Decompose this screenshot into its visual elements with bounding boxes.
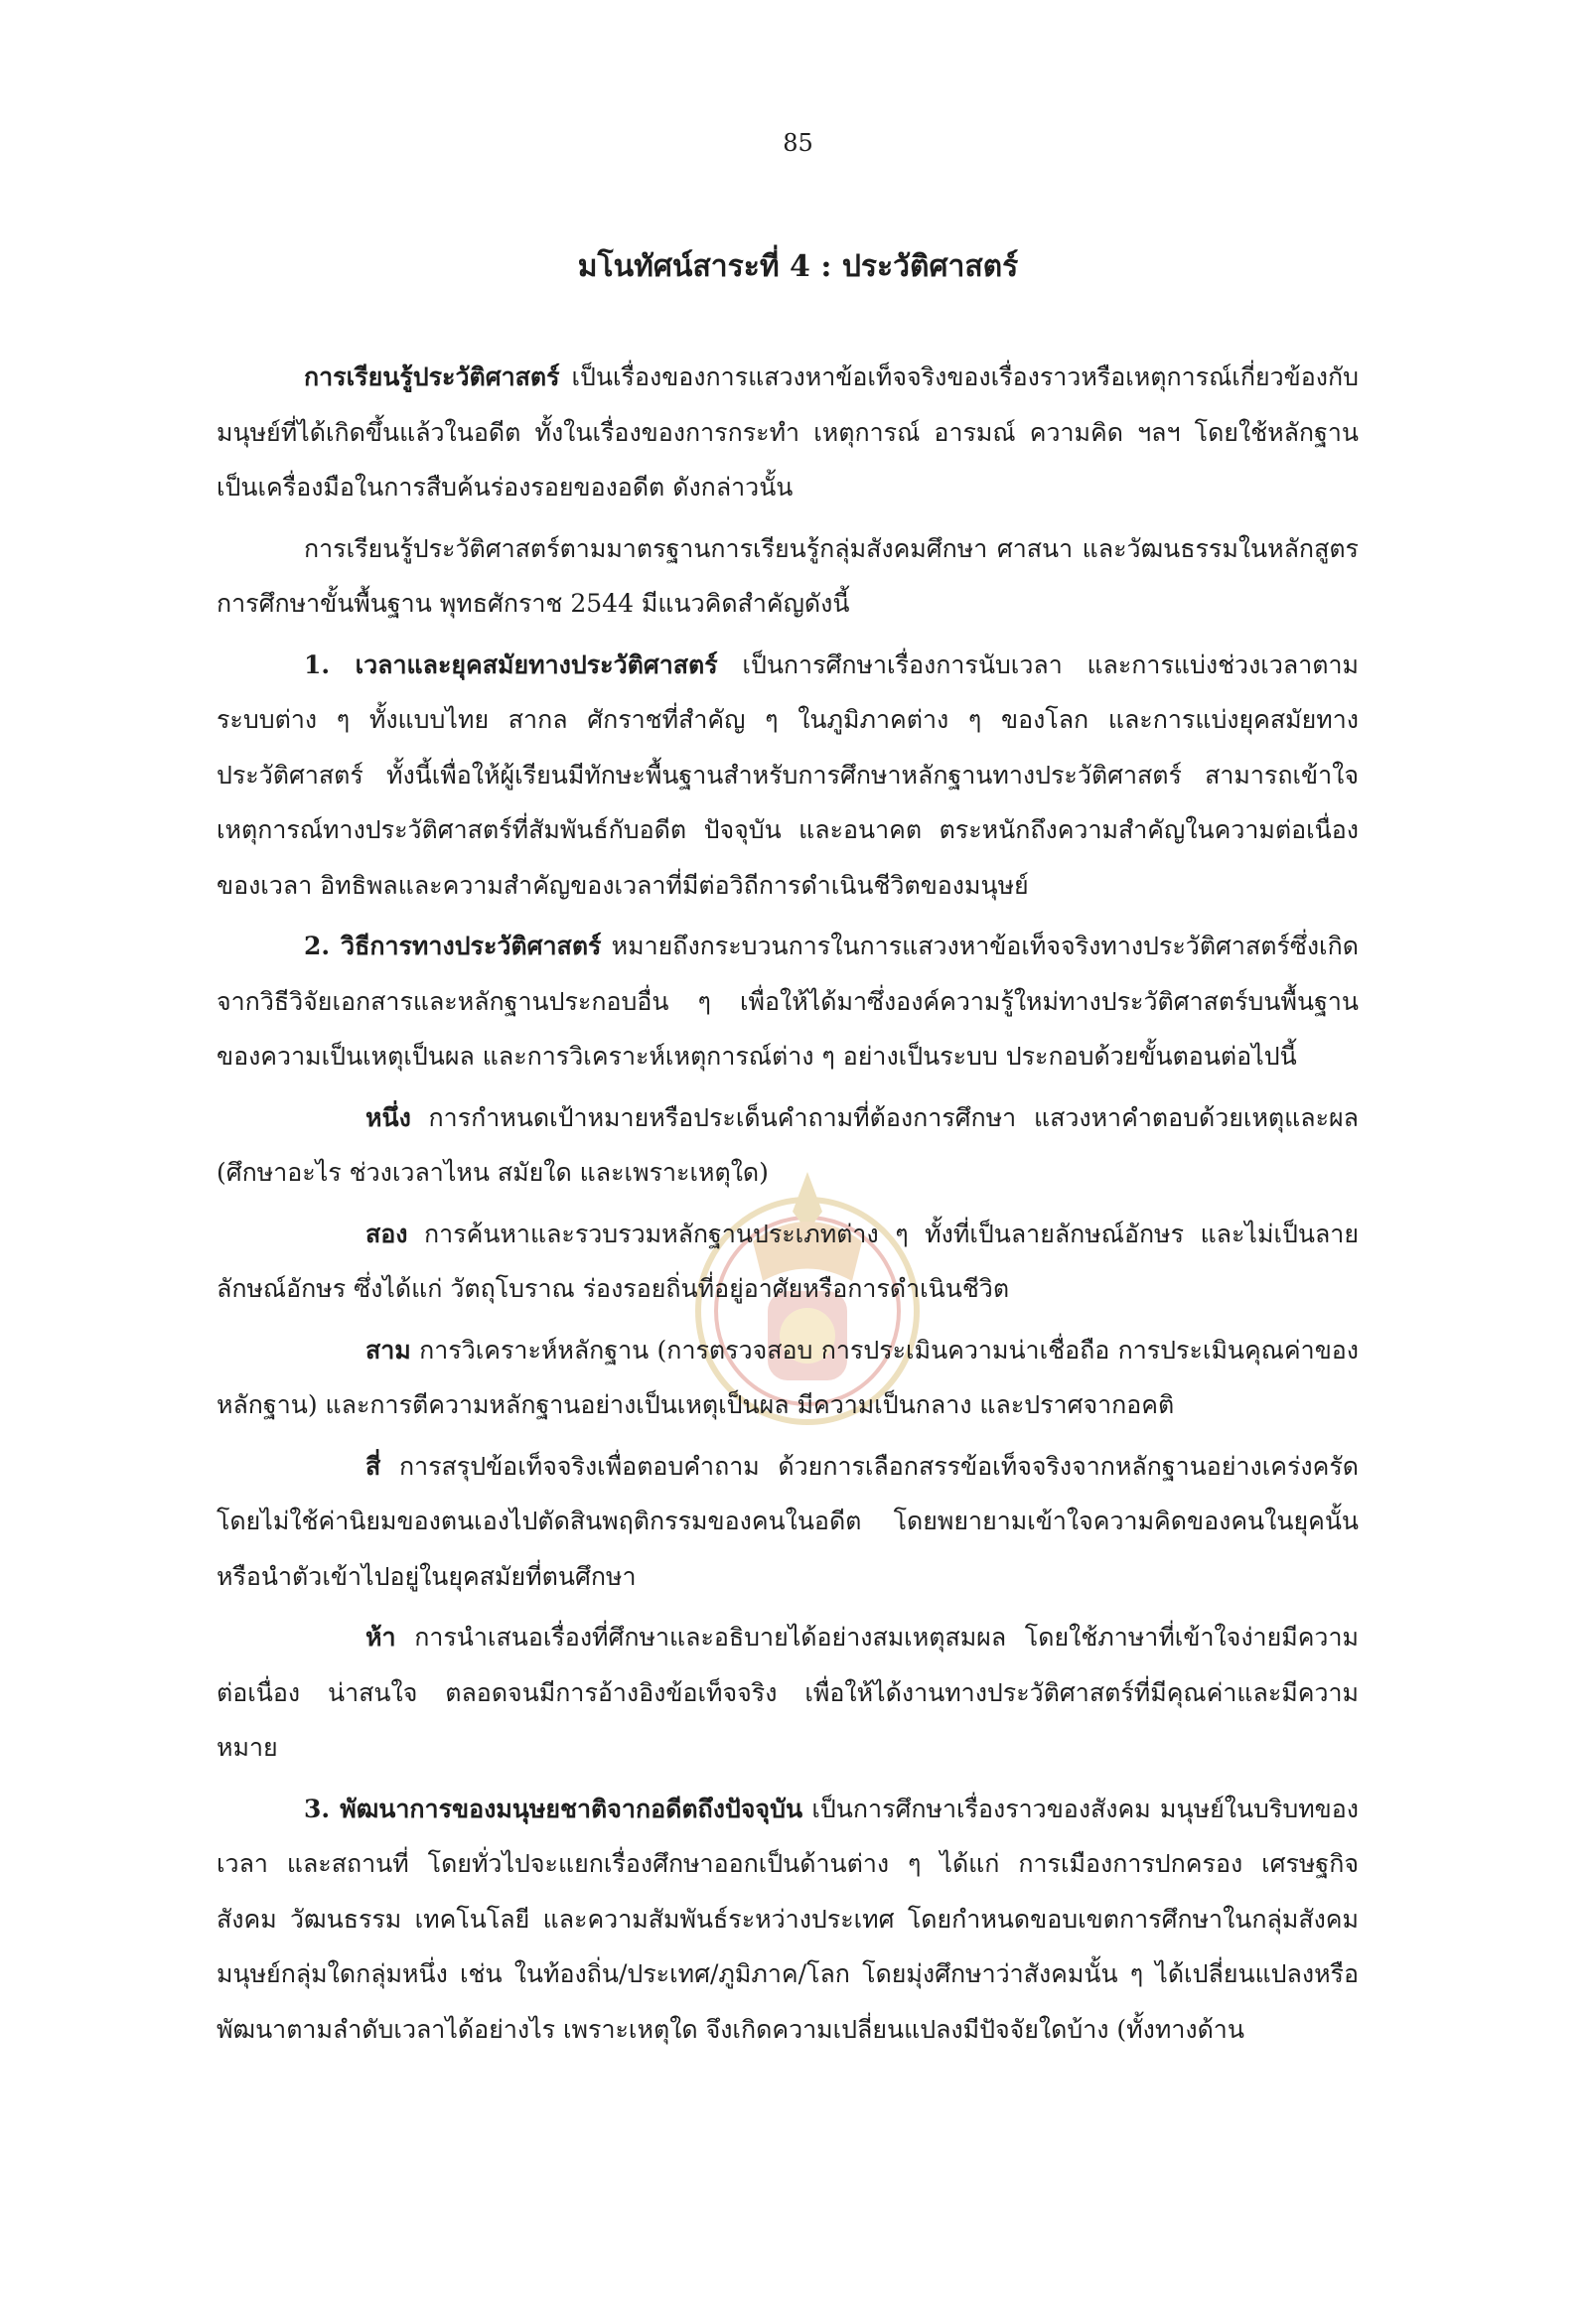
paragraph: การเรียนรู้ประวัติศาสตร์ตามมาตรฐานการเรียนรู้กลุ่มสังคมศึกษา ศาสนา และวัฒนธรรมในหลักสูตรการศึกษาขั้นพื้นฐาน พุทธศักราช 2544 มีแนวคิดสำคัญดังนี้ — [217, 533, 1359, 618]
paragraph: สี่ การสรุปข้อเท็จจริงเพื่อตอบคำถาม ด้วยการเลือกสรรข้อเท็จจริงจากหลักฐานอย่างเคร่งครัด โดยไม่ใช้ค่านิยมของตนเองไปตัดสินพฤติกรรมของคนในอดีต โดยพยายามเข้าใจความคิดของคนในยุคนั้นหรือนำตัวเข้าไปอยู่ในยุคสมัยที่ตนศึกษา — [217, 1451, 1359, 1591]
paragraph: ห้า การนำเสนอเรื่องที่ศึกษาและอธิบายได้อย่างสมเหตุสมผล โดยใช้ภาษาที่เข้าใจง่ายมีความต่อเนื่อง น่าสนใจ ตลอดจนมีการอ้างอิงข้อเท็จจริง เพื่อให้ได้งานทางประวัติศาสตร์ที่มีคุณค่าและมีความหมาย — [217, 1623, 1359, 1762]
paragraph: 1. เวลาและยุคสมัยทางประวัติศาสตร์ เป็นการศึกษาเรื่องการนับเวลา และการแบ่งช่วงเวลาตามระบบต่าง ๆ ทั้งแบบไทย สากล ศักราชที่สำคัญ ๆ ในภูมิภาคต่าง ๆ ของโลก และการแบ่งยุคสมัยทางประวัติศาสตร์ ทั้งนี้เพื่อให้ผู้เรียนมีทักษะพื้นฐานสำหรับการศึกษาหลักฐานทางประวัติศาสตร์ สามารถเข้าใจเหตุการณ์ทางประวัติศาสตร์ที่สัมพันธ์กับอดีต ปัจจุบัน และอนาคต ตระหนักถึงความสำคัญในความต่อเนื่องของเวลา อิทธิพลและความสำคัญของเวลาที่มีต่อวิถีการดำเนินชีวิตของมนุษย์ — [217, 649, 1359, 900]
paragraph: สอง การค้นหาและรวบรวมหลักฐานประเภทต่าง ๆ ทั้งที่เป็นลายลักษณ์อักษร และไม่เป็นลายลักษณ์อักษร ซึ่งได้แก่ วัตถุโบราณ ร่องรอยถิ่นที่อยู่อาศัยหรือการดำเนินชีวิต — [217, 1219, 1359, 1303]
page-title: มโนทัศน์สาระที่ 4 : ประวัติศาสตร์ — [577, 249, 1019, 284]
body-text — [217, 350, 1359, 2063]
paragraph: 3. พัฒนาการของมนุษยชาติจากอดีตถึงปัจจุบัน เป็นการศึกษาเรื่องราวของสังคม มนุษย์ในบริบทของเวลา และสถานที่ โดยทั่วไปจะแยกเรื่องศึกษาออกเป็นด้านต่าง ๆ ได้แก่ การเมืองการปกครอง เศรษฐกิจ สังคม วัฒนธรรม เทคโนโลยี และความสัมพันธ์ระหว่างประเทศ โดยกำหนดขอบเขตการศึกษาในกลุ่มสังคมมนุษย์กลุ่มใดกลุ่มหนึ่ง เช่น ในท้องถิ่น/ประเทศ/ภูมิภาค/โลก โดยมุ่งศึกษาว่าสังคมนั้น ๆ ได้เปลี่ยนแปลงหรือพัฒนาตามลำดับเวลาได้อย่างไร เพราะเหตุใด จึงเกิดความเปลี่ยนแปลงมีปัจจัยใดบ้าง (ทั้งทางด้าน — [217, 1794, 1359, 2044]
paragraph: การเรียนรู้ประวัติศาสตร์ เป็นเรื่องของการแสวงหาข้อเท็จจริงของเรื่องราวหรือเหตุการณ์เกี่ยวข้องกับมนุษย์ที่ได้เกิดขึ้นแล้วในอดีต ทั้งในเรื่องของการกระทำ เหตุการณ์ อารมณ์ ความคิด ฯลฯ โดยใช้หลักฐาน เป็นเครื่องมือในการสืบค้นร่องรอยของอดีต ดังกล่าวนั้น — [217, 362, 1359, 502]
page-number: 85 — [783, 129, 813, 157]
paragraph: หนึ่ง การกำหนดเป้าหมายหรือประเด็นคำถามที่ต้องการศึกษา แสวงหาคำตอบด้วยเหตุและผล (ศึกษาอะไร ช่วงเวลาไหน สมัยใด และเพราะเหตุใด) — [217, 1102, 1359, 1187]
paragraph: 2. วิธีการทางประวัติศาสตร์ หมายถึงกระบวนการในการแสวงหาข้อเท็จจริงทางประวัติศาสตร์ซึ่งเกิดจากวิธีวิจัยเอกสารและหลักฐานประกอบอื่น ๆ เพื่อให้ได้มาซึ่งองค์ความรู้ใหม่ทางประวัติศาสตร์บนพื้นฐานของความเป็นเหตุเป็นผล และการวิเคราะห์เหตุการณ์ต่าง ๆ อย่างเป็นระบบ ประกอบด้วยขั้นตอนต่อไปนี้ — [217, 932, 1359, 1071]
paragraph: สาม การวิเคราะห์หลักฐาน (การตรวจสอบ การประเมินความน่าเชื่อถือ การประเมินคุณค่าของหลักฐาน) และการตีความหลักฐานอย่างเป็นเหตุเป็นผล มีความเป็นกลาง และปราศจากอคติ — [217, 1335, 1359, 1419]
